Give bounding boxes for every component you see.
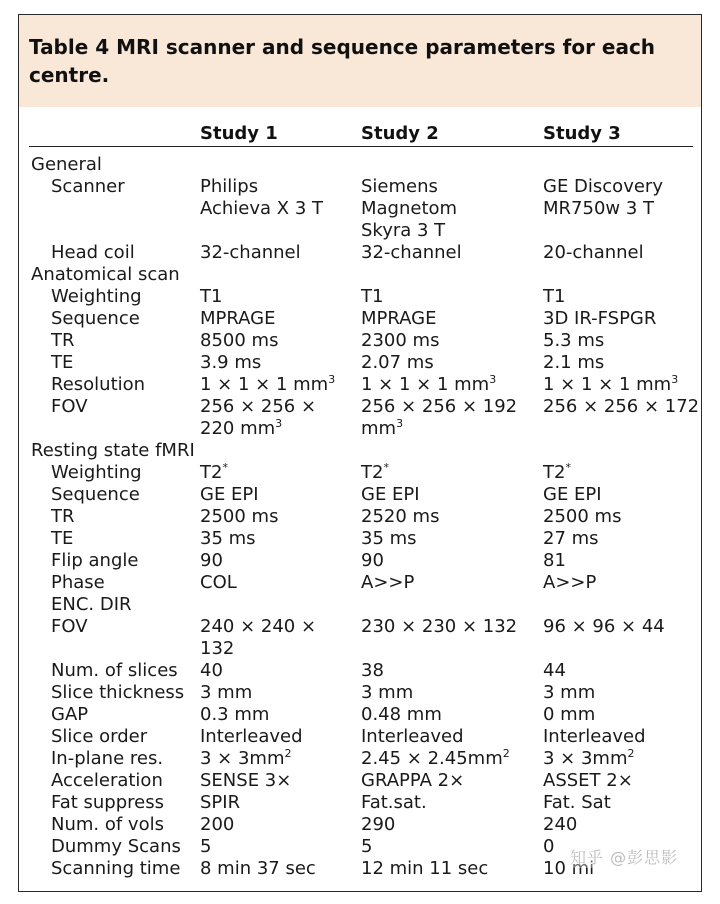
cell-study-2: 90	[361, 550, 384, 571]
cell-study-3: 0	[543, 836, 555, 857]
row-label: Phase ENC. DIR	[51, 572, 132, 615]
row-label: Slice order	[51, 726, 148, 747]
cell-study-1: 8500 ms	[200, 330, 279, 351]
row-label: Num. of slices	[51, 660, 178, 681]
row-label: Sequence	[51, 484, 140, 505]
cell-study-2: 5	[361, 836, 373, 857]
cell-study-1: 8 min 37 sec	[200, 858, 316, 879]
row-label: Scanning time	[51, 858, 181, 879]
row-label: Weighting	[51, 286, 142, 307]
cell-study-1: Philips Achieva X 3 T	[200, 176, 324, 219]
row-label: TR	[51, 330, 75, 351]
cell-study-2: $2.45 \times 2.45mm^2$	[361, 747, 510, 769]
cell-study-1: 3 mm	[200, 682, 253, 703]
cell-study-1: 40	[200, 660, 223, 681]
cell-study-1: 32-channel	[200, 242, 301, 263]
cell-study-1: 2500 ms	[200, 506, 279, 527]
cell-study-3: $3 \times 3mm^2$	[543, 747, 635, 769]
cell-study-1: SPIR	[200, 792, 241, 813]
cell-study-2: 2.07 ms	[361, 352, 434, 373]
table-frame	[18, 14, 702, 892]
cell-study-3: 44	[543, 660, 566, 681]
cell-study-3: 1 × 1 × 1 $mm^3$	[543, 373, 679, 395]
cell-study-2: MPRAGE	[361, 308, 437, 329]
cell-study-3: T1	[543, 286, 566, 307]
cell-study-1: 256 × 256 × 220 $mm^3$	[200, 396, 317, 439]
cell-study-3: 3 mm	[543, 682, 596, 703]
cell-study-3: 81	[543, 550, 566, 571]
row-label: TE	[51, 528, 74, 549]
header-rule	[29, 146, 693, 147]
cell-study-3: ASSET 2×	[543, 770, 633, 791]
cell-study-2: 2300 ms	[361, 330, 440, 351]
column-header-study-1: Study 1	[200, 123, 278, 144]
section-anatomical: Anatomical scan	[31, 264, 180, 285]
cell-study-3: 240	[543, 814, 578, 835]
cell-study-3: 96 × 96 × 44	[543, 616, 665, 637]
cell-study-3: 27 ms	[543, 528, 599, 549]
cell-study-1: GE EPI	[200, 484, 259, 505]
cell-study-1: T1	[200, 286, 223, 307]
cell-study-3: 20-channel	[543, 242, 644, 263]
column-header-study-3: Study 3	[543, 123, 621, 144]
row-label: Fat suppress	[51, 792, 164, 813]
cell-study-3: GE Discovery MR750w 3 T	[543, 176, 663, 219]
row-label: Flip angle	[51, 550, 139, 571]
cell-study-2: A>>P	[361, 572, 415, 593]
row-label: Dummy Scans	[51, 836, 181, 857]
column-header-study-2: Study 2	[361, 123, 439, 144]
cell-study-1: SENSE 3×	[200, 770, 292, 791]
row-label: Head coil	[51, 242, 135, 263]
row-label: Num. of vols	[51, 814, 164, 835]
cell-study-3: 2500 ms	[543, 506, 622, 527]
cell-study-2: 256 × 256 × 192 $mm^3$	[361, 396, 518, 439]
row-label: Weighting	[51, 462, 142, 483]
cell-study-3: 2.1 ms	[543, 352, 605, 373]
title-band	[19, 15, 701, 107]
cell-study-2: T1	[361, 286, 384, 307]
cell-study-3: 10 mi	[543, 858, 595, 879]
cell-study-2: 38	[361, 660, 384, 681]
cell-study-3: 3D IR-FSPGR	[543, 308, 657, 329]
cell-study-3: Fat. Sat	[543, 792, 611, 813]
section-resting-state: Resting state fMRI	[31, 440, 195, 461]
cell-study-3: GE EPI	[543, 484, 602, 505]
cell-study-1: 200	[200, 814, 235, 835]
row-label: TR	[51, 506, 75, 527]
row-label: FOV	[51, 396, 88, 417]
watermark: 知乎 @彭思影	[570, 845, 678, 868]
row-label: In-plane res.	[51, 748, 164, 769]
section-general: General	[31, 154, 102, 175]
cell-study-3: T2*	[543, 461, 571, 483]
cell-study-2: 1 × 1 × 1 $mm^3$	[361, 373, 497, 395]
cell-study-3: A>>P	[543, 572, 597, 593]
cell-study-1: 35 ms	[200, 528, 256, 549]
cell-study-1: 3.9 ms	[200, 352, 262, 373]
row-label: Acceleration	[51, 770, 163, 791]
cell-study-1: 90	[200, 550, 223, 571]
cell-study-2: GE EPI	[361, 484, 420, 505]
cell-study-1: COL	[200, 572, 237, 593]
cell-study-2: GRAPPA 2×	[361, 770, 465, 791]
cell-study-2: Fat.sat.	[361, 792, 427, 813]
row-label: FOV	[51, 616, 88, 637]
cell-study-1: $3 \times 3mm^2$	[200, 747, 292, 769]
cell-study-2: 0.48 mm	[361, 704, 442, 725]
cell-study-2: 32-channel	[361, 242, 462, 263]
cell-study-2: 2520 ms	[361, 506, 440, 527]
cell-study-1: 0.3 mm	[200, 704, 270, 725]
cell-study-1: 240 × 240 × 132	[200, 616, 317, 659]
row-label: Scanner	[51, 176, 125, 197]
row-label: Sequence	[51, 308, 140, 329]
table-title: Table 4 MRI scanner and sequence parameters for each centre.	[29, 35, 656, 87]
cell-study-2: 12 min 11 sec	[361, 858, 489, 879]
cell-study-3: 256 × 256 × 172	[543, 396, 700, 417]
cell-study-2: Siemens Magnetom Skyra 3 T	[361, 176, 458, 241]
cell-study-1: 5	[200, 836, 212, 857]
cell-study-2: 230 × 230 × 132	[361, 616, 518, 637]
cell-study-2: T2*	[361, 461, 389, 483]
cell-study-1: Interleaved	[200, 726, 303, 747]
row-label: Slice thickness	[51, 682, 185, 703]
cell-study-2: 35 ms	[361, 528, 417, 549]
cell-study-2: Interleaved	[361, 726, 464, 747]
cell-study-3: 0 mm	[543, 704, 596, 725]
cell-study-2: 3 mm	[361, 682, 414, 703]
cell-study-3: 5.3 ms	[543, 330, 605, 351]
cell-study-1: T2*	[200, 461, 228, 483]
cell-study-2: 290	[361, 814, 396, 835]
row-label: Resolution	[51, 374, 146, 395]
cell-study-1: MPRAGE	[200, 308, 276, 329]
cell-study-1: 1 × 1 × 1 $mm^3$	[200, 373, 336, 395]
row-label: GAP	[51, 704, 89, 725]
cell-study-3: Interleaved	[543, 726, 646, 747]
row-label: TE	[51, 352, 74, 373]
